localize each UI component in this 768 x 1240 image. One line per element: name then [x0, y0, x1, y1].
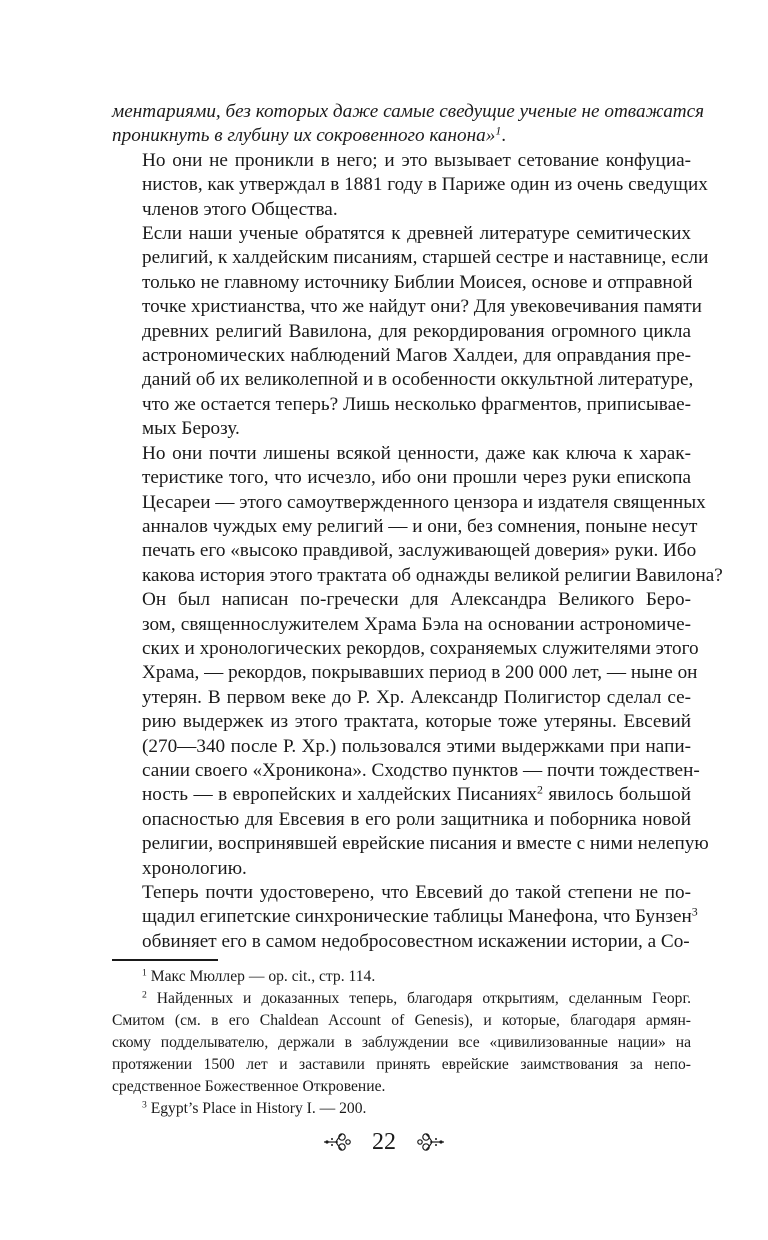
paragraph: [112, 100, 705, 149]
line-text: ность — в европейских и халдейских Писаниях: [142, 784, 537, 806]
line-text: зом, священнослужителем Храма Бэла на основании астрономиче-: [142, 613, 691, 635]
line-text: теристике того, что исчезло, ибо они прошли через руки епископа: [142, 467, 691, 489]
line-text: (270—340 после Р. Хр.) пользовался этими выдержками при напи-: [142, 735, 691, 757]
line-text: щадил египетские синхронические таблицы Манефона, что Бунзен: [142, 906, 692, 928]
footnote: [112, 1098, 691, 1120]
book-page: [112, 100, 723, 954]
line-text: точке христианства, что же найдут они? Для увековечивания памяти: [142, 296, 702, 318]
text-line: [112, 442, 691, 466]
line-text: Но они почти лишены всякой ценности, даже как ключа к харак-: [142, 442, 691, 464]
text-line: [112, 515, 698, 539]
paragraph: [112, 442, 723, 588]
line-text: только не главному источнику Библии Моисея, основе и отправной: [142, 271, 693, 293]
footnote: [112, 966, 691, 988]
text-line: [112, 491, 706, 515]
footnote-line: [112, 1054, 691, 1076]
text-line: [112, 613, 691, 637]
text-line: [112, 710, 691, 734]
line-text: утерян. В первом веке до Р. Хр. Александр Полигистор сделал се-: [142, 686, 691, 708]
text-line: [112, 393, 691, 417]
footnote-number: 3: [142, 1099, 147, 1111]
line-text: ментариями, без которых даже самые сведущие ученые не отважатся: [112, 101, 705, 122]
line-text: религии, воспринявшей еврейские писания и вместе с ними нелепую: [142, 833, 709, 855]
line-text: Цесареи — этого самоутвержденного цензора и издателя священных: [142, 491, 706, 513]
line-text: даний об их великолепной и в особенности оккультной литературе,: [142, 369, 694, 391]
text-line: [112, 198, 691, 222]
text-line: [112, 637, 699, 661]
line-text: Если наши ученые обратятся к древней литературе семитических: [142, 223, 691, 245]
footnote-text: Egypt’s Place in History I. — 200.: [150, 1100, 367, 1117]
line-text: Храма, — рекордов, покрывавших период в 200 000 лет, — ныне он: [142, 662, 698, 684]
text-line: [112, 759, 700, 783]
fleuron-left-icon: [322, 1132, 352, 1152]
line-text: печать его «высоко правдивой, заслуживающей доверия» руки. Ибо: [142, 540, 697, 562]
line-text: обвиняет его в самом недобросовестном искажении истории, а Со-: [142, 930, 690, 952]
line-text: ских и хронологических рекордов, сохраняемых служителями этого: [142, 637, 699, 659]
footnote-text: Смитом (см. в его Chaldean Account of Genesis), и которые, благодаря армян-: [112, 1012, 691, 1029]
text-line: [112, 735, 691, 759]
line-text: нистов, как утверждал в 1881 году в Париже один из очень сведущих: [142, 174, 708, 196]
footnote-reference[interactable]: 1: [495, 123, 502, 138]
footnote-line: [112, 1076, 691, 1098]
footnote-line: [112, 1098, 691, 1120]
text-line: [112, 832, 709, 856]
text-line: [112, 466, 691, 490]
paragraph: [112, 881, 698, 954]
text-line: [112, 930, 691, 954]
line-text: религий, к халдейским писаниям, старшей сестре и наставнице, если: [142, 247, 709, 269]
text-line: [112, 149, 691, 173]
footnotes: [112, 966, 691, 1120]
text-line: [112, 661, 698, 685]
text-line: [112, 124, 691, 148]
main-text: [112, 100, 723, 954]
line-text: рию выдержек из этого трактата, которые тоже утеряны. Евсевий: [142, 711, 691, 733]
line-text: что же остается теперь? Лишь несколько фрагментов, приписывае-: [142, 393, 691, 415]
footnote-line: [112, 1032, 691, 1054]
text-line: [112, 344, 691, 368]
line-text: древних религий Вавилона, для рекордирования огромного цикла: [142, 320, 691, 342]
text-line: [112, 320, 691, 344]
line-text: анналов чуждых ему религий — и они, без сомнения, поныне несут: [142, 515, 698, 537]
footnote-reference[interactable]: 2: [536, 782, 543, 797]
line-text: проникнуть в глубину их сокровенного канона»: [112, 125, 496, 147]
text-line: [112, 808, 691, 832]
line-text: сании своего «Хроникона». Сходство пунктов — почти тождествен-: [142, 759, 700, 781]
text-line: [112, 368, 694, 392]
text-line: [112, 539, 697, 563]
page-footer: [0, 1128, 768, 1156]
page-number: 22: [372, 1128, 396, 1155]
footnote-text: средственное Божественное Откровение.: [112, 1078, 386, 1095]
footnote: [112, 988, 691, 1098]
footnote-text: протяжении 1500 лет и заставили принять еврейские заимствования за непо-: [112, 1056, 691, 1073]
line-text: Но они не проникли в него; и это вызывает сетование конфуциа-: [142, 149, 691, 171]
footnote-line: [112, 1010, 691, 1032]
text-line: [112, 222, 691, 246]
footnote-text: Макс Мюллер — op. cit., стр. 114.: [150, 968, 376, 985]
text-line: [112, 904, 698, 929]
footnote-text: скому подделывателю, держали в заблуждении все «цивилизованные нации» на: [112, 1034, 691, 1051]
line-text: опасностью для Евсевия в его роли защитника и поборника новой: [142, 808, 691, 830]
paragraph: [112, 222, 709, 442]
line-tail: .: [501, 125, 507, 147]
footnote-separator: [112, 959, 218, 961]
line-text: явилось большой: [542, 784, 691, 806]
text-line: [112, 857, 691, 881]
text-line: [112, 246, 709, 270]
footnote-number: 1: [142, 967, 147, 979]
line-text: Он был написан по-гречески для Александра Великого Беро-: [142, 589, 691, 611]
text-line: [112, 686, 691, 710]
text-line: [112, 881, 691, 905]
line-text: хронологию.: [142, 857, 247, 879]
text-line: [112, 588, 691, 612]
line-text: Теперь почти удостоверено, что Евсевий до такой степени не по-: [142, 882, 691, 903]
paragraph: [112, 149, 708, 222]
line-text: астрономических наблюдений Магов Халдеи, для оправдания пре-: [142, 345, 691, 367]
line-text: мых Берозу.: [142, 418, 240, 440]
text-line: [112, 417, 691, 441]
footnote-text: Найденных и доказанных теперь, благодаря открытиям, сделанным Георг.: [156, 990, 691, 1007]
text-line: [112, 783, 691, 807]
footnote-reference[interactable]: 3: [691, 904, 698, 919]
footnote-line: [112, 966, 691, 988]
line-text: какова история этого трактата об однажды великой религии Вавилона?: [142, 564, 723, 586]
text-line: [112, 271, 691, 295]
footnote-line: [112, 988, 691, 1010]
text-line: [112, 100, 705, 124]
fleuron-right-icon: [416, 1132, 446, 1152]
footnote-number: 2: [142, 989, 147, 1001]
text-line: [112, 173, 708, 197]
text-line: [112, 295, 702, 319]
line-text: членов этого Общества.: [142, 198, 338, 220]
paragraph: [112, 588, 709, 881]
text-line: [112, 564, 723, 588]
